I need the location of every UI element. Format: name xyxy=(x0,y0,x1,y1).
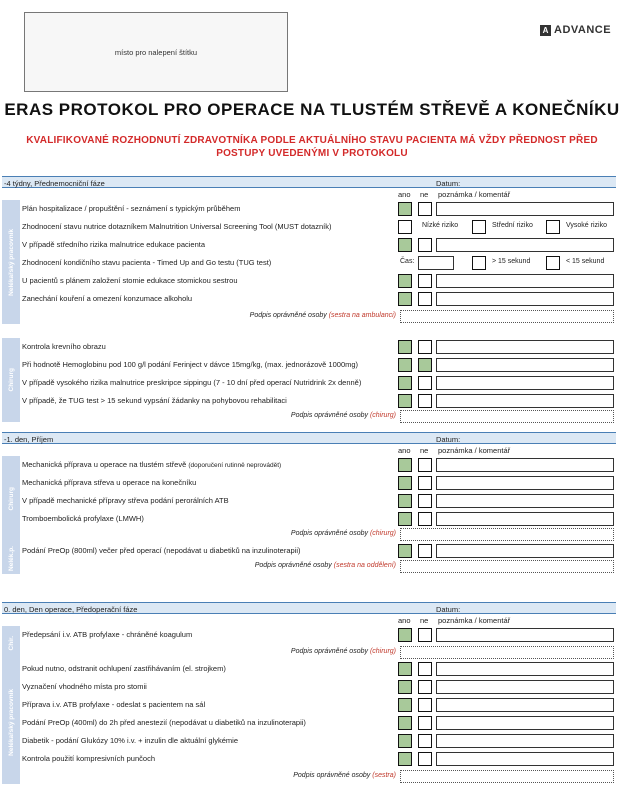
row: Kontrola krevního obrazu xyxy=(2,338,616,356)
signature-field[interactable] xyxy=(400,410,614,423)
row: Mechanická příprava u operace na tlustém střevě (doporučení rutinně neprovádět) xyxy=(2,456,616,474)
col-ne: ne xyxy=(420,190,429,199)
side-label: Chirurg xyxy=(2,456,20,542)
row: Zhodnocení stavu nutrice dotazníkem Malnutrition Universal Screening Tool (MUST dotazník) Nízké riziko Střední riziko Vysoké riziko xyxy=(2,218,616,236)
column-header: ano ne poznámka / komentář xyxy=(398,616,511,625)
checkbox-ne[interactable] xyxy=(418,662,432,676)
row: Zhodnocení kondičního stavu pacienta - Timed Up and Go testu (TUG test) Čas: > 15 sekund < 15 sekund xyxy=(2,254,616,272)
note-field[interactable] xyxy=(436,274,614,288)
note-field[interactable] xyxy=(436,238,614,252)
row: Diabetik - podání Glukózy 10% i.v. + inzulin dle aktuální glykémie xyxy=(2,732,616,750)
checkbox-ne[interactable] xyxy=(418,238,432,252)
row: Zanechání kouření a omezení konzumace alkoholu xyxy=(2,290,616,308)
section-operation-day xyxy=(2,602,616,798)
row: Vyznačení vhodného místa pro stomii xyxy=(2,678,616,696)
signature-row: Podpis oprávněné osoby (sestra na ambulanci) xyxy=(2,310,616,324)
checkbox-ne[interactable] xyxy=(418,494,432,508)
checkbox-ano[interactable] xyxy=(398,358,412,372)
checkbox-ano[interactable] xyxy=(398,680,412,694)
section-header xyxy=(2,432,616,444)
checkbox-ano[interactable] xyxy=(398,220,412,234)
note-field[interactable] xyxy=(436,544,614,558)
checkbox-ne[interactable] xyxy=(418,340,432,354)
checkbox-ne[interactable] xyxy=(418,458,432,472)
note-field[interactable] xyxy=(436,628,614,642)
checkbox-ne[interactable] xyxy=(418,752,432,766)
note-field[interactable] xyxy=(436,680,614,694)
checkbox-ne[interactable] xyxy=(418,716,432,730)
row: V případě vysokého rizika malnutrice preskripce sippingu (7 - 10 dní před operací Nutridrink 2x denně) xyxy=(2,374,616,392)
signature-row: Podpis oprávněné osoby (chirurg) xyxy=(2,528,616,542)
sticker-placeholder xyxy=(24,12,288,92)
checkbox-ne[interactable] xyxy=(418,358,432,372)
note-field[interactable] xyxy=(436,494,614,508)
note-field[interactable] xyxy=(436,662,614,676)
group-chirurg xyxy=(2,338,616,422)
checkbox-ne[interactable] xyxy=(418,376,432,390)
page-title: ERAS PROTOKOL PRO OPERACE NA TLUSTÉM STŘEVĚ A KONEČNÍKU xyxy=(4,100,620,119)
group-nelekarsky xyxy=(2,660,616,784)
checkbox-ne[interactable] xyxy=(418,394,432,408)
date-label: Datum: xyxy=(436,178,461,188)
checkbox-ne[interactable] xyxy=(418,680,432,694)
section-pre-hospital xyxy=(2,176,616,420)
page-subtitle: KVALIFIKOVANÉ ROZHODNUTÍ ZDRAVOTNÍKA PODLE AKTUÁLNÍHO STAVU PACIENTA MÁ VŽDY PŘEDNOST PŘED POSTUPY UVEDENÝMI V PROTOKOLU xyxy=(26,135,598,159)
signature-row: Podpis oprávněné osoby (chirurg) xyxy=(2,646,616,660)
signature-row: Podpis oprávněné osoby (sestra na oddělení) xyxy=(2,560,616,574)
row: Plán hospitalizace / propuštění - seznámení s typickým průběhem xyxy=(2,200,616,218)
note-field[interactable] xyxy=(436,292,614,306)
section-admission xyxy=(2,432,616,590)
note-field[interactable] xyxy=(436,752,614,766)
row: U pacientů s plánem založení stomie edukace stomickou sestrou xyxy=(2,272,616,290)
row: Mechanická příprava střeva u operace na konečníku xyxy=(2,474,616,492)
signature-field[interactable] xyxy=(400,646,614,659)
checkbox-ne[interactable] xyxy=(418,544,432,558)
section-title: 0. den, Den operace, Předoperační fáze xyxy=(4,604,138,614)
checkbox-ne[interactable] xyxy=(418,512,432,526)
note-field[interactable] xyxy=(436,376,614,390)
row: Příprava i.v. ATB profylaxe - odeslat s pacientem na sál xyxy=(2,696,616,714)
column-header xyxy=(2,188,616,200)
checkbox-ne[interactable] xyxy=(418,202,432,216)
group-nelek xyxy=(2,542,616,574)
checkbox-ano[interactable] xyxy=(398,458,412,472)
checkbox-stredni[interactable] xyxy=(472,220,486,234)
row: Tromboembolická profylaxe (LMWH) xyxy=(2,510,616,528)
note-field[interactable] xyxy=(436,202,614,216)
checkbox-ano[interactable] xyxy=(398,274,412,288)
note-field[interactable] xyxy=(436,458,614,472)
note-field[interactable] xyxy=(436,358,614,372)
side-label: Nelékařský pracovník xyxy=(2,660,20,784)
checkbox-ano[interactable] xyxy=(398,340,412,354)
row: Podání PreOp (400ml) do 2h před anestezií (nepodávat u diabetiků na inzulinoterapii) xyxy=(2,714,616,732)
note-field[interactable] xyxy=(436,476,614,490)
date-label: Datum: xyxy=(436,604,461,614)
row: Pokud nutno, odstranit ochlupení zastřihávaním (el. strojkem) xyxy=(2,660,616,678)
checkbox-ne[interactable] xyxy=(418,274,432,288)
checkbox-ano[interactable] xyxy=(398,376,412,390)
signature-row: Podpis oprávněné osoby (chirurg) xyxy=(2,410,616,424)
checkbox-gt15[interactable] xyxy=(472,256,486,270)
checkbox-ne[interactable] xyxy=(418,476,432,490)
note-field[interactable] xyxy=(436,340,614,354)
row: Předepsání i.v. ATB profylaxe - chráněné koagulum xyxy=(2,626,616,644)
checkbox-ano[interactable] xyxy=(398,752,412,766)
checkbox-ano[interactable] xyxy=(398,202,412,216)
row: Kontrola použití kompresivních punčoch xyxy=(2,750,616,768)
section-header xyxy=(2,602,616,614)
checkbox-ano[interactable] xyxy=(398,734,412,748)
date-label: Datum: xyxy=(436,434,461,444)
side-label: Nelék.p. xyxy=(2,542,20,574)
checkbox-ano[interactable] xyxy=(398,512,412,526)
side-label: Chirurg xyxy=(2,338,20,422)
checkbox-ano[interactable] xyxy=(398,698,412,712)
checkbox-ano[interactable] xyxy=(398,544,412,558)
time-field[interactable] xyxy=(418,256,454,270)
checkbox-ano[interactable] xyxy=(398,238,412,252)
sticker-label: místo pro nalepení štítku xyxy=(114,47,198,57)
logo-text: ADVANCE xyxy=(554,24,612,36)
signature-field[interactable] xyxy=(400,528,614,541)
checkbox-vysoke[interactable] xyxy=(546,220,560,234)
advance-logo xyxy=(540,24,611,36)
checkbox-ano[interactable] xyxy=(398,494,412,508)
note-field[interactable] xyxy=(436,734,614,748)
signature-row: Podpis oprávněné osoby (sestra) xyxy=(2,770,616,784)
checkbox-ne[interactable] xyxy=(418,628,432,642)
column-header: ano ne poznámka / komentář xyxy=(398,446,511,455)
checkbox-ano[interactable] xyxy=(398,716,412,730)
col-note: poznámka / komentář xyxy=(438,190,511,199)
row: Podání PreOp (800ml) večer před operací (nepodávat u diabetiků na inzulinoterapii) xyxy=(2,542,616,560)
row: V případě, že TUG test > 15 sekund vypsání žádanky na pohybovou rehabilitaci xyxy=(2,392,616,410)
signature-field[interactable] xyxy=(400,310,614,323)
side-label: Chir. xyxy=(2,626,20,660)
section-title: -4 týdny, Přednemocniční fáze xyxy=(4,178,105,188)
logo-mark-icon: A xyxy=(540,25,551,36)
checkbox-ano[interactable] xyxy=(398,292,412,306)
row: V případě středního rizika malnutrice edukace pacienta xyxy=(2,236,616,254)
group-chirurg xyxy=(2,456,616,542)
side-label: Nelékařský pracovník xyxy=(2,200,20,324)
signature-field[interactable] xyxy=(400,770,614,783)
section-title: -1. den, Příjem xyxy=(4,434,54,444)
checkbox-ano[interactable] xyxy=(398,628,412,642)
signature-field[interactable] xyxy=(400,560,614,573)
checkbox-ano[interactable] xyxy=(398,476,412,490)
note-field[interactable] xyxy=(436,512,614,526)
note-field[interactable] xyxy=(436,394,614,408)
checkbox-ano[interactable] xyxy=(398,662,412,676)
note-field[interactable] xyxy=(436,716,614,730)
checkbox-lt15[interactable] xyxy=(546,256,560,270)
group-nelekarsky xyxy=(2,200,616,338)
group-chir xyxy=(2,626,616,660)
checkbox-ne[interactable] xyxy=(418,698,432,712)
checkbox-ne[interactable] xyxy=(418,292,432,306)
note-field[interactable] xyxy=(436,698,614,712)
checkbox-ano[interactable] xyxy=(398,394,412,408)
checkbox-ne[interactable] xyxy=(418,734,432,748)
section-header xyxy=(2,176,616,188)
row: V případě mechanické přípravy střeva podání perorálních ATB xyxy=(2,492,616,510)
col-ano: ano xyxy=(398,190,411,199)
row: Při hodnotě Hemoglobinu pod 100 g/l podání Ferinject v dávce 15mg/kg, (max. jednorázově 1000mg) xyxy=(2,356,616,374)
